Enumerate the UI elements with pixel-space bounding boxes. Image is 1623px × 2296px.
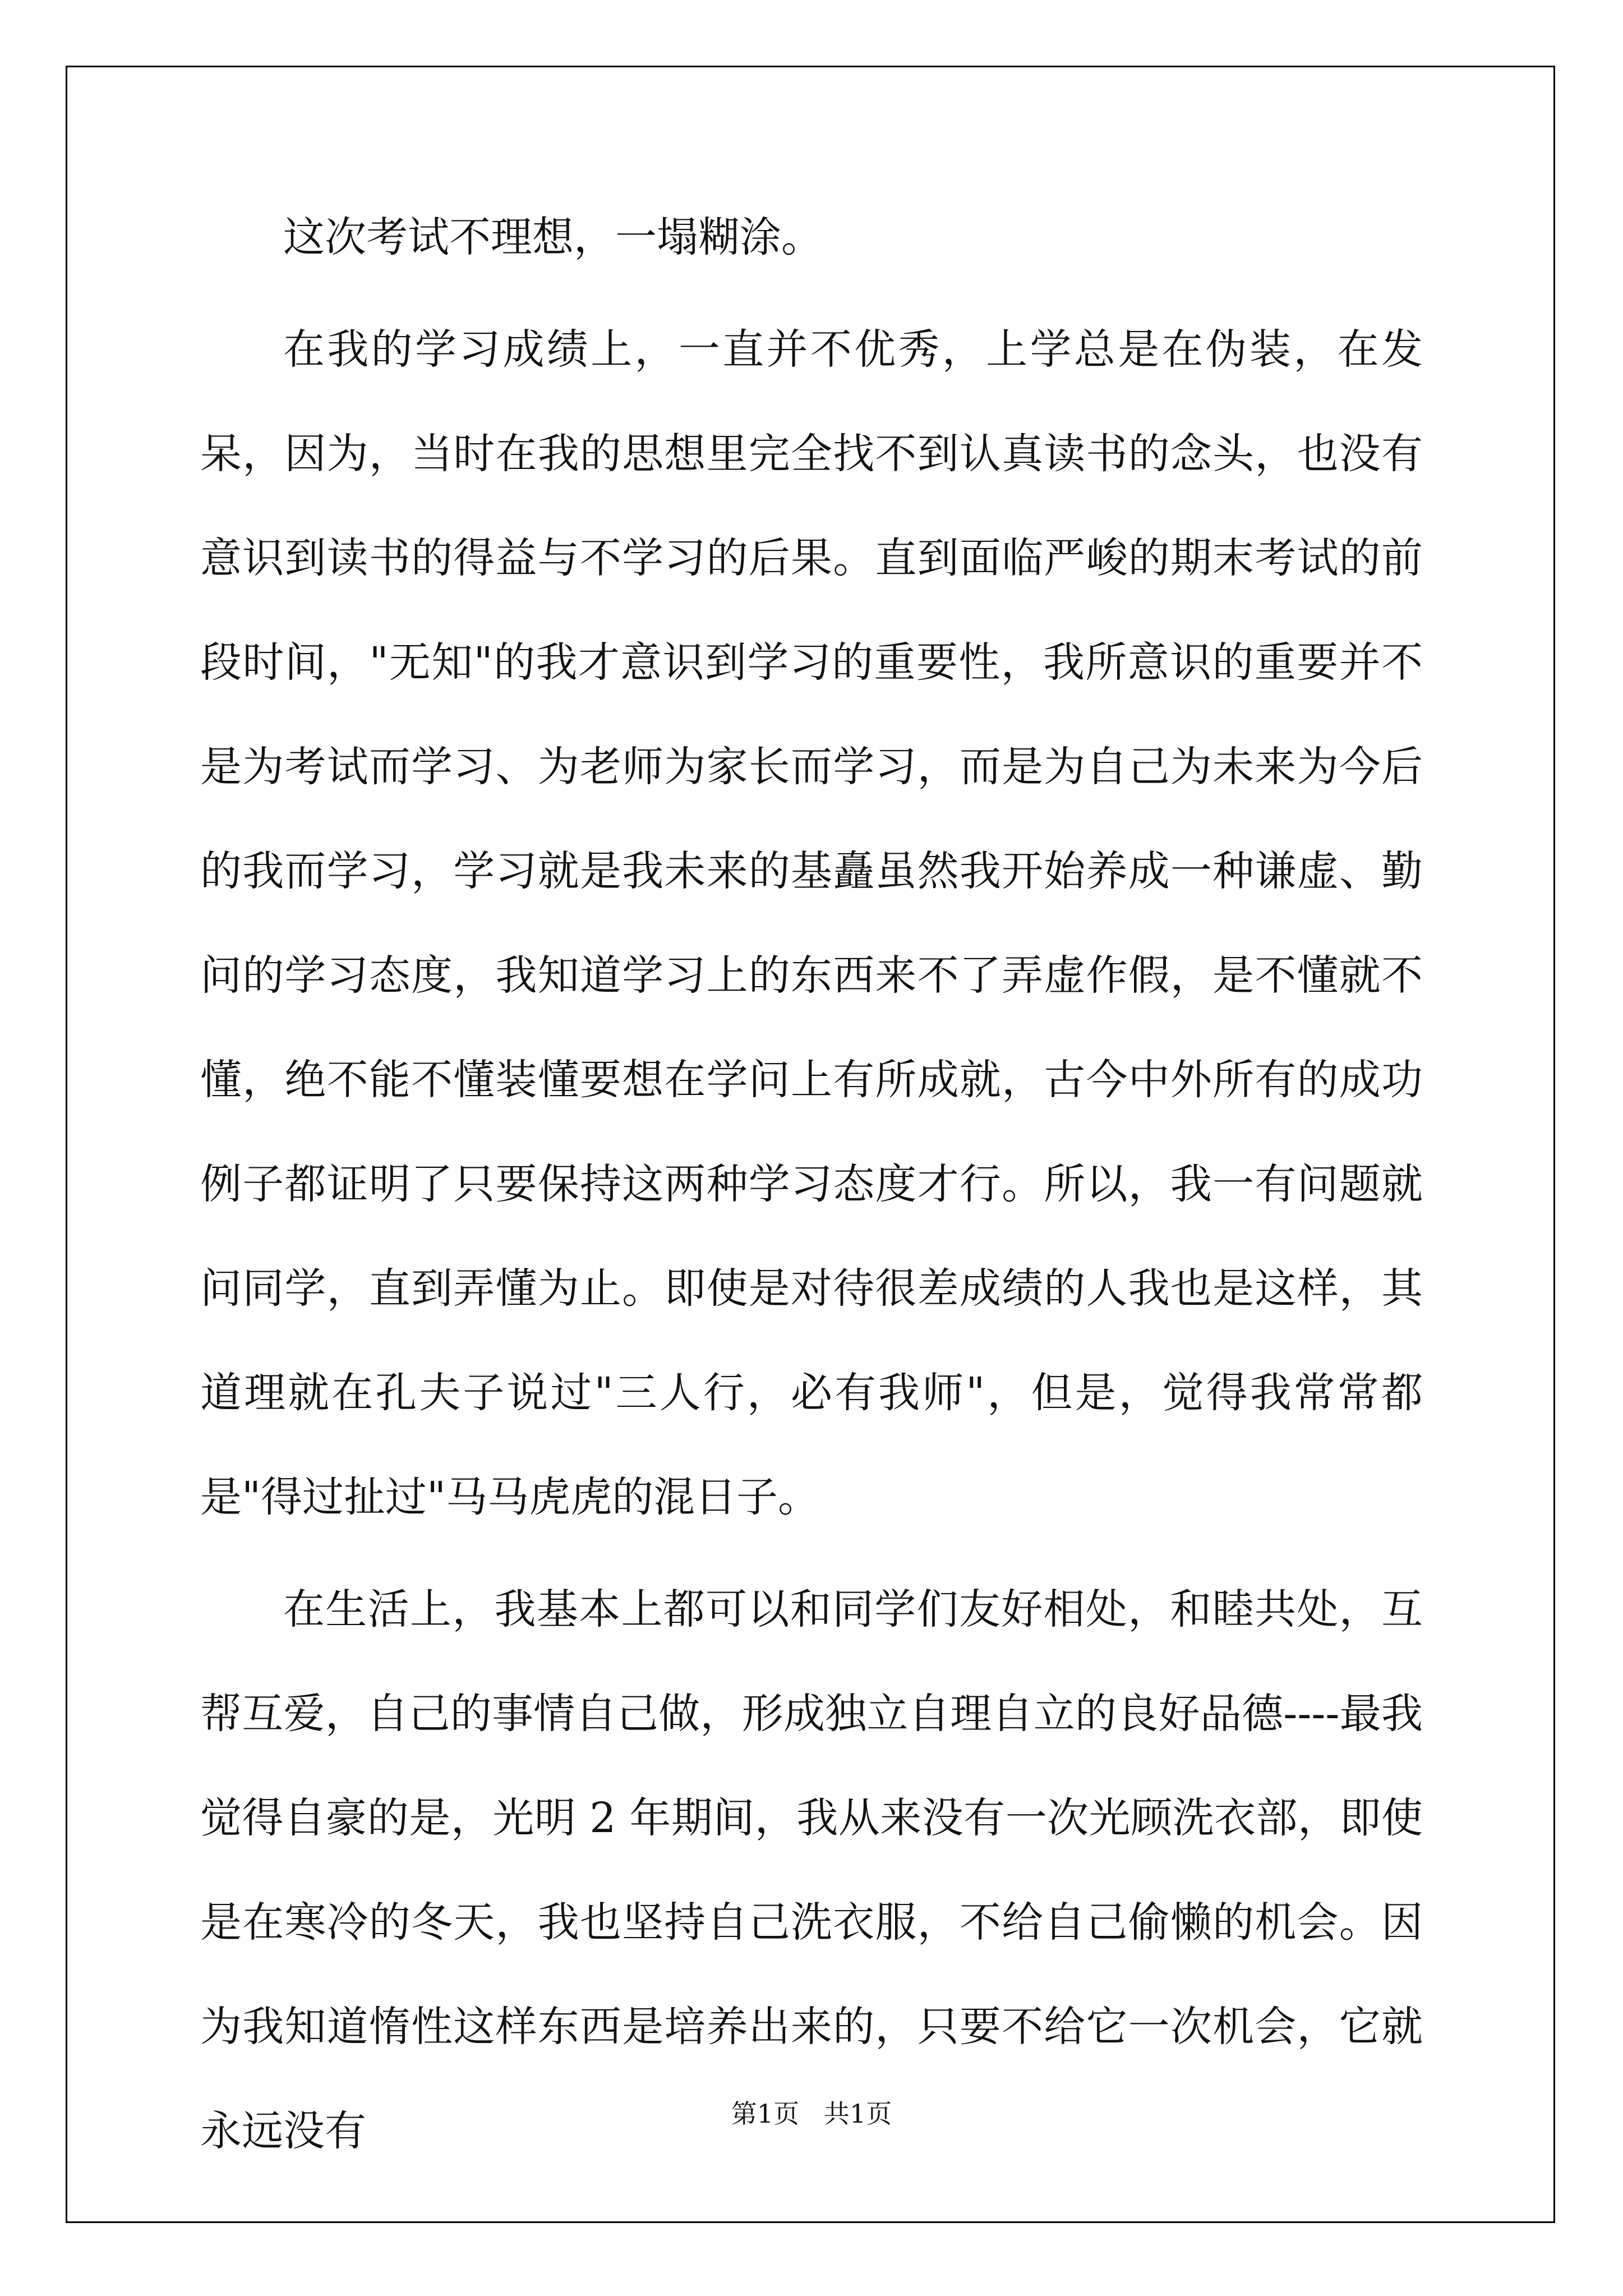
paragraph-1: 这次考试不理想，一塌糊涂。 — [283, 213, 823, 261]
paragraph-3: 在生活上，我基本上都可以和同学们友好相处，和睦共处，互帮互爱，自己的事情自己做，形成独立自理自立的良好品德----最我觉得自豪的是，光明 2 年期间，我从来没有一次光顾洗衣部，即使是在寒冷的冬天，我也坚持自己洗衣服，不给自己偷懒的机会。因为我知道惰性这样东西是培养出来的，只要不给它一次机会，它就永远没有 — [200, 1585, 1423, 2155]
page-footer — [0, 2093, 1623, 2131]
document-body — [200, 185, 1423, 2191]
page-number-label: 第1页 共1页 — [731, 2099, 892, 2129]
paragraph-2: 在我的学习成绩上，一直并不优秀，上学总是在伪装，在发呆，因为，当时在我的思想里完全找不到认真读书的念头，也没有意识到读书的得益与不学习的后果。直到面临严峻的期末考试的前段时间，"无知"的我才意识到学习的重要性，我所意识的重要并不是为考试而学习、为老师为家长而学习，而是为自己为未来为今后的我而学习，学习就是我未来的基矗虽然我开始养成一种谦虚、勤问的学习态度，我知道学习上的东西来不了弄虚作假，是不懂就不懂，绝不能不懂装懂要想在学问上有所成就，古今中外所有的成功例子都证明了只要保持这两种学习态度才行。所以，我一有问题就问同学，直到弄懂为止。即使是对待很差成绩的人我也是这样，其道理就在孔夫子说过"三人行，必有我师"，但是，觉得我常常都是"得过扯过"马马虎虎的混日子。 — [200, 325, 1423, 1521]
